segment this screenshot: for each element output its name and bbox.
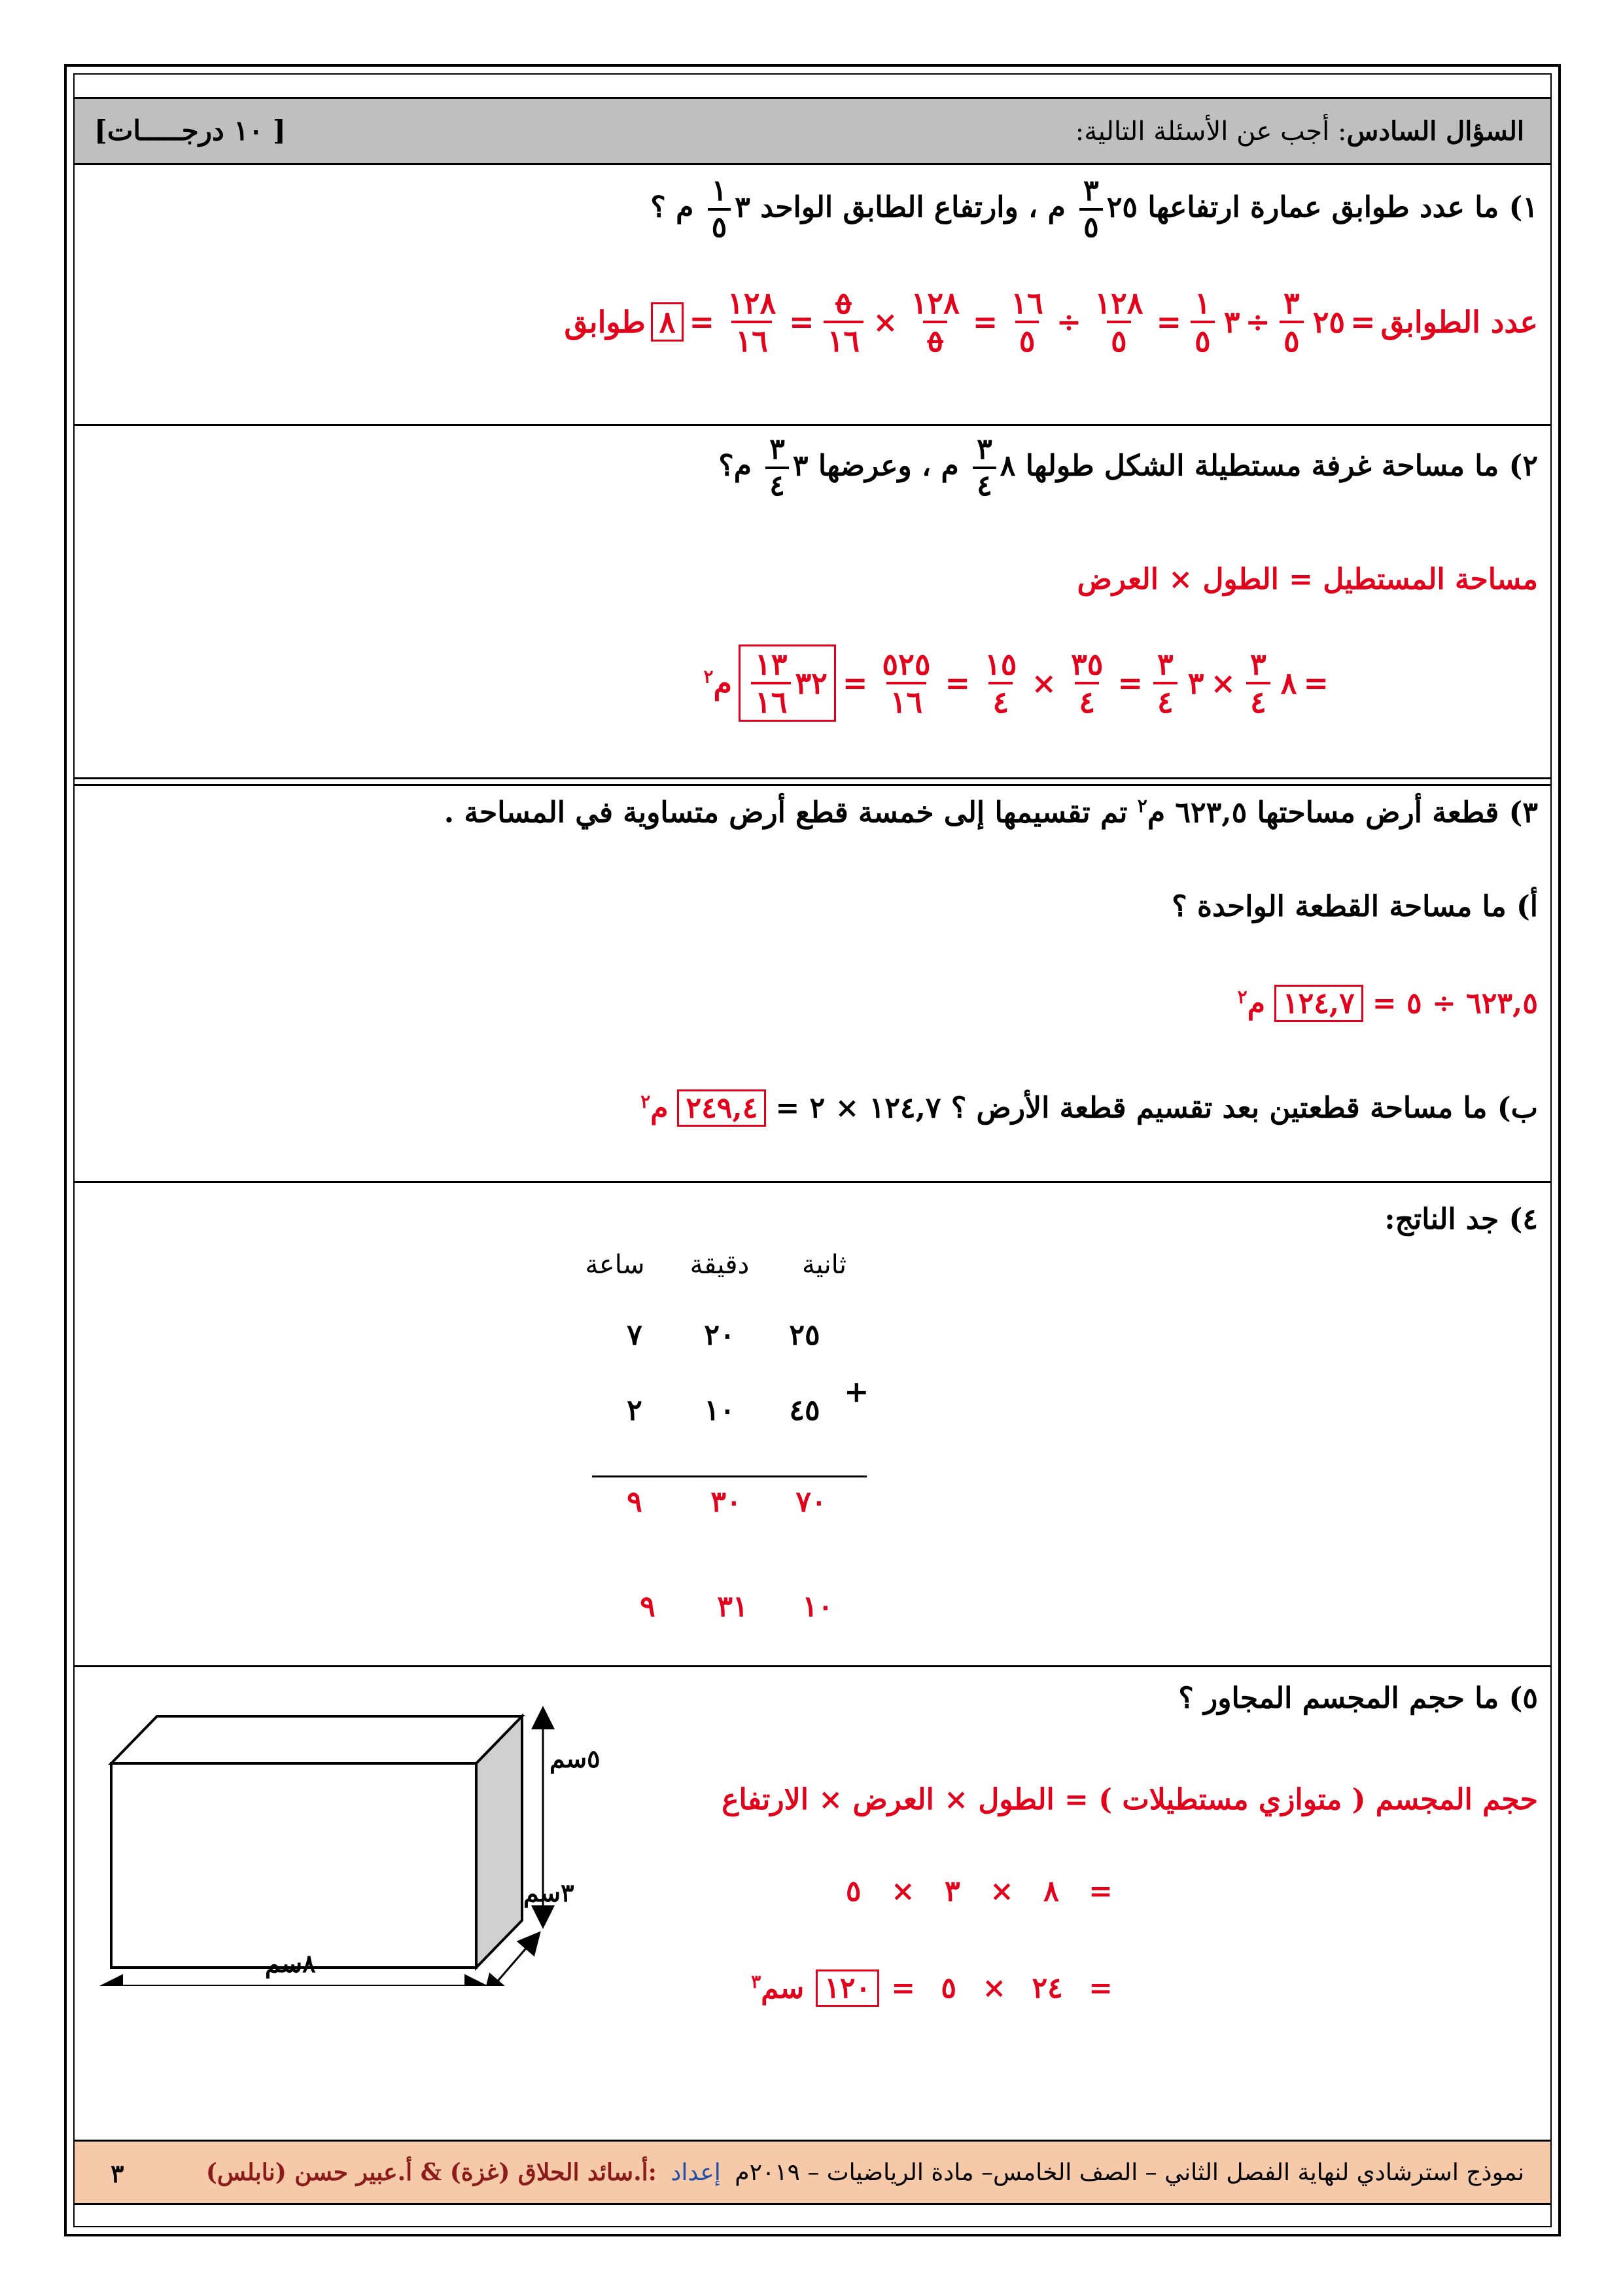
q1-step-fraction: $\frac{٣}{٥}$: [1280, 288, 1304, 356]
dim-length-label: ٨سم: [265, 1949, 316, 1978]
row2-minute: ١٠: [704, 1394, 735, 1427]
q1-result-box: ٨: [651, 302, 684, 342]
q1-step-fraction: $\frac{١٢٨}{٥}$: [911, 285, 960, 359]
q1-step-fraction: $\frac{١٢٨}{١٦}$: [727, 285, 777, 359]
sum2-second: ١٠: [802, 1590, 833, 1623]
row1-minute: ٢٠: [704, 1318, 735, 1352]
divider: [75, 784, 1550, 786]
sum2-minute: ٣١: [717, 1590, 748, 1623]
column-header-minute: دقيقة: [689, 1250, 750, 1280]
q2-step-fraction: $\frac{١٥}{٤}$: [985, 646, 1017, 720]
row1-second: ٢٥: [789, 1318, 820, 1352]
q1-floor-fraction: $\frac{١}{٥}$: [708, 177, 731, 242]
header-title: السؤال السادس: أجب عن الأسئلة التالية:: [1075, 116, 1524, 147]
header-marks: [ ١٠ درجـــــات]: [94, 115, 286, 147]
footer: [75, 2140, 1550, 2205]
q2-result-fraction: $\frac{١٣}{١٦}$: [751, 649, 791, 717]
q1-step-fraction: $\frac{١٢٨}{٥}$: [1094, 285, 1143, 359]
q3b-result-box: ٢٤٩,٤: [677, 1089, 766, 1127]
q3a-question: أ) ما مساحة القطعة الواحدة ؟: [1172, 890, 1538, 923]
sum1-hour: ٩: [627, 1485, 642, 1519]
row2-second: ٤٥: [789, 1394, 820, 1427]
page-number: ٣: [111, 2159, 124, 2188]
q3a-answer: ٦٢٣,٥ ÷ ٥ = ١٢٤,٧ م$^٢$: [1238, 985, 1538, 1022]
q5-result-box: ١٢٠: [816, 1969, 879, 2007]
cuboid-top-face: [111, 1716, 522, 1763]
cuboid-diagram: [98, 1678, 621, 1986]
column-header-hour: ساعة: [585, 1250, 645, 1280]
q1-step-fraction: $\frac{١}{٥}$: [1191, 288, 1215, 356]
q2-step-fraction: $\frac{٣٥}{٤}$: [1071, 646, 1104, 720]
row1-hour: ٧: [627, 1318, 642, 1352]
sum2-hour: ٩: [640, 1590, 655, 1623]
q1-solution: عدد الطوابق = ٢٥ $\frac{٣}{٥}$ ÷ ٣ $\frac{١}{٥}$ = $\frac{١٢٨}{٥}$ ÷ $\frac{١٦}{٥}$ = $\frac{١٢٨}{٥}$ × $\frac{٥}{١٦}$ = $\frac{١٢٨}{١٦}$ = ٨ طوابق: [564, 285, 1538, 359]
cuboid-front-face: [111, 1763, 476, 1968]
row2-hour: ٢: [627, 1394, 642, 1427]
footer-text: نموذج استرشادي لنهاية الفصل الثاني – الصف الخامس– مادة الرياضيات – ٢٠١٩م إعداد :أ.سائد الحلاق (غزة) & أ.عبير حسن (نابلس): [205, 2159, 1524, 2186]
q3b-question: ب) ما مساحة قطعتين بعد تقسيم قطعة الأرض ؟ ١٢٤,٧ × ٢ = ٢٤٩,٤ م$^٢$: [640, 1089, 1538, 1127]
q2-formula: مساحة المستطيل = الطول × العرض: [1077, 563, 1538, 596]
q5-stem: ٥) ما حجم المجسم المجاور ؟: [1178, 1682, 1538, 1715]
q5-formula: حجم المجسم ( متوازي مستطيلات ) = الطول × العرض × الارتفاع: [722, 1783, 1538, 1816]
q2-length-fraction: $\frac{٣}{٤}$: [973, 435, 996, 501]
q1-step-fraction: $\frac{١٦}{٥}$: [1011, 285, 1043, 359]
sum-line: [592, 1475, 867, 1477]
q3a-result-box: ١٢٤,٧: [1274, 985, 1363, 1022]
q4-stem: ٤) جد الناتج:: [1384, 1203, 1538, 1236]
q1-step-fraction: $\frac{٥}{١٦}$: [824, 288, 864, 356]
q2-width-fraction: $\frac{٣}{٤}$: [765, 435, 789, 501]
q2-result-box: ٣٢ $\frac{١٣}{١٦}$: [739, 645, 836, 722]
plus-sign: +: [844, 1374, 869, 1409]
q5-line1: = ٨ × ٣ × ٥: [845, 1875, 1113, 1908]
q1-height-fraction: $\frac{٣}{٥}$: [1079, 177, 1103, 242]
dim-height-label: ٥سم: [550, 1744, 601, 1773]
q2-stem: ٢) ما مساحة غرفة مستطيلة الشكل طولها ٨ $\frac{٣}{٤}$ م ، وعرضها ٣ $\frac{٣}{٤}$ م؟: [718, 433, 1538, 503]
divider: [75, 1181, 1550, 1183]
q2-step-fraction: $\frac{٥٢٥}{١٦}$: [882, 646, 931, 720]
q2-step-fraction: $\frac{٣}{٤}$: [1246, 649, 1270, 717]
q1-stem: ١) ما عدد طوابق عمارة ارتفاعها ٢٥ $\frac{٣}{٥}$ م ، وارتفاع الطابق الواحد ٣ $\frac{١}{٥}$ م ؟: [650, 174, 1538, 244]
q5-line2: = ٢٤ × ٥ = ١٢٠ سم$^٣$: [751, 1969, 1113, 2007]
q2-step-fraction: $\frac{٣}{٤}$: [1153, 649, 1178, 717]
divider: [75, 777, 1550, 779]
divider: [75, 1665, 1550, 1667]
q3-stem: ٣) قطعة أرض مساحتها ٦٢٣,٥ م$^٢$ تم تقسيمها إلى خمسة قطع أرض متساوية في المساحة .: [444, 795, 1538, 830]
column-header-second: ثانية: [802, 1250, 846, 1280]
sum1-second: ٧٠: [795, 1485, 827, 1519]
q2-solution: = ٨ $\frac{٣}{٤}$ × ٣ $\frac{٣}{٤}$ = $\frac{٣٥}{٤}$ × $\frac{١٥}{٤}$ = $\frac{٥٢٥}{١٦}$ = ٣٢ $\frac{١٣}{١٦}$ م$^٢$: [704, 645, 1329, 722]
divider: [75, 424, 1550, 426]
dim-depth-label: ٣سم: [523, 1878, 574, 1907]
question-header: [75, 97, 1550, 165]
sum1-minute: ٣٠: [710, 1485, 742, 1519]
